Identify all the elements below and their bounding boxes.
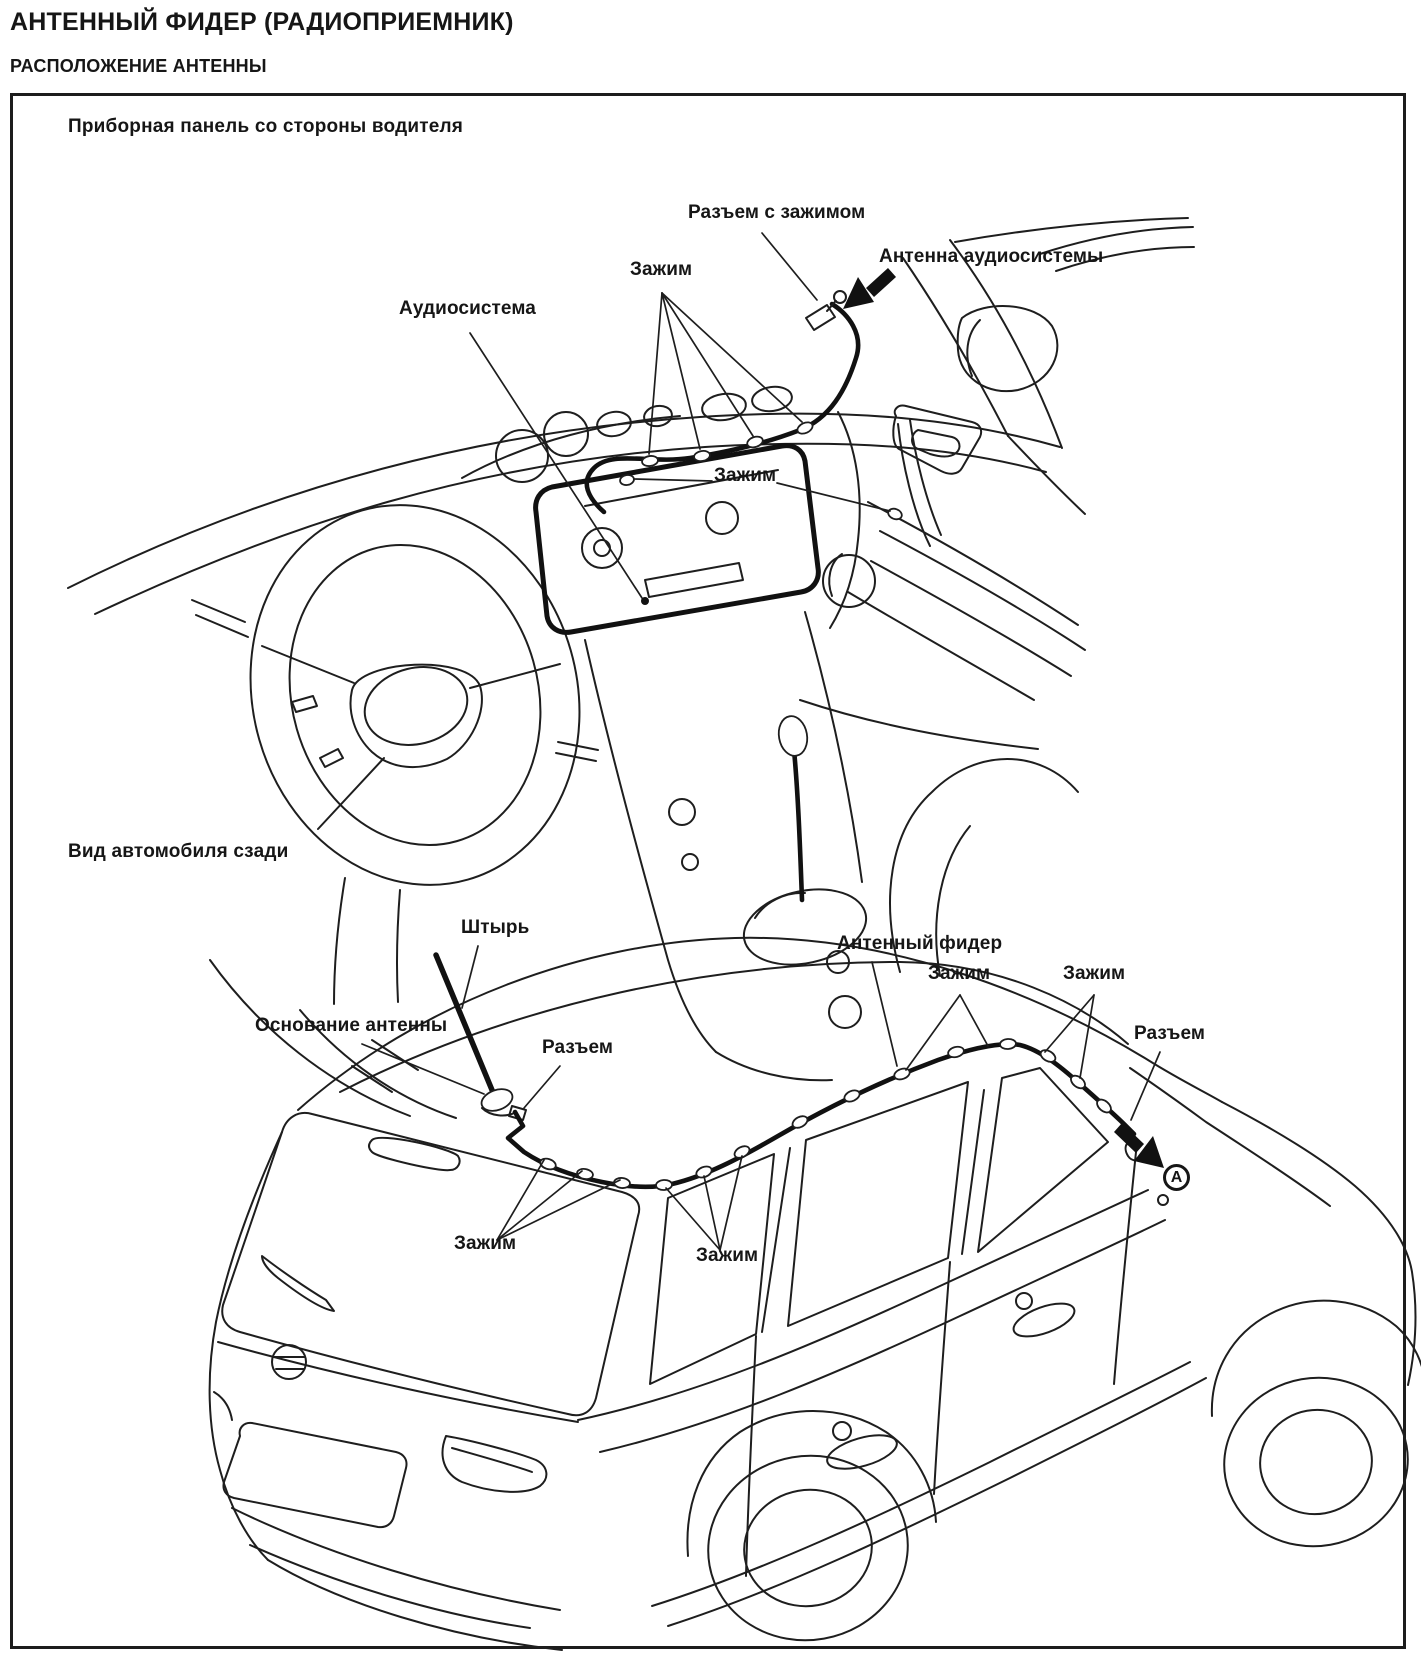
label-clips-rear-roof: Зажим	[454, 1233, 517, 1254]
detail-a-marker: A	[1163, 1164, 1190, 1191]
page-title: АНТЕННЫЙ ФИДЕР (РАДИОПРИЕМНИК)	[10, 8, 514, 36]
label-connector-at-base: Разъем	[542, 1037, 614, 1058]
rear-car-illustration	[210, 938, 1421, 1656]
leader-rod	[462, 946, 478, 1008]
label-rod: Штырь	[461, 917, 530, 938]
label-clips-center-roof: Зажим	[696, 1245, 759, 1266]
label-connector-front: Разъем	[1134, 1023, 1206, 1044]
label-audio-antenna: Антенна аудиосистемы	[879, 246, 1104, 267]
audio-antenna-arrow	[843, 268, 896, 309]
leader-clip-top	[649, 293, 802, 454]
page-subtitle: РАСПОЛОЖЕНИЕ АНТЕННЫ	[10, 56, 267, 76]
dashboard-view-caption: Приборная панель со стороны водителя	[68, 116, 464, 137]
leader-feeder	[872, 962, 897, 1066]
label-antenna-base: Основание антенны	[255, 1015, 448, 1036]
label-clips-roof-front: Зажим	[1063, 963, 1126, 984]
label-connector-with-clip: Разъем с зажимом	[688, 202, 866, 223]
rear-view-caption: Вид автомобиля сзади	[68, 841, 289, 862]
leader-connector-with-clip	[762, 233, 817, 300]
label-antenna-feeder: Антенный фидер	[837, 933, 1003, 954]
leader-antenna-base	[362, 1044, 484, 1094]
detail-a-arrow	[1114, 1123, 1164, 1168]
label-clip-top: Зажим	[630, 259, 693, 280]
leader-connector-left	[524, 1066, 560, 1108]
label-audio-unit: Аудиосистема	[399, 298, 536, 319]
label-clips-roof-middle: Зажим	[928, 963, 991, 984]
label-clip-middle: Зажим	[714, 465, 777, 486]
leader-clip-roof-front	[1045, 995, 1094, 1078]
dashboard-illustration	[68, 218, 1194, 1118]
leader-audio-unit	[470, 333, 642, 598]
